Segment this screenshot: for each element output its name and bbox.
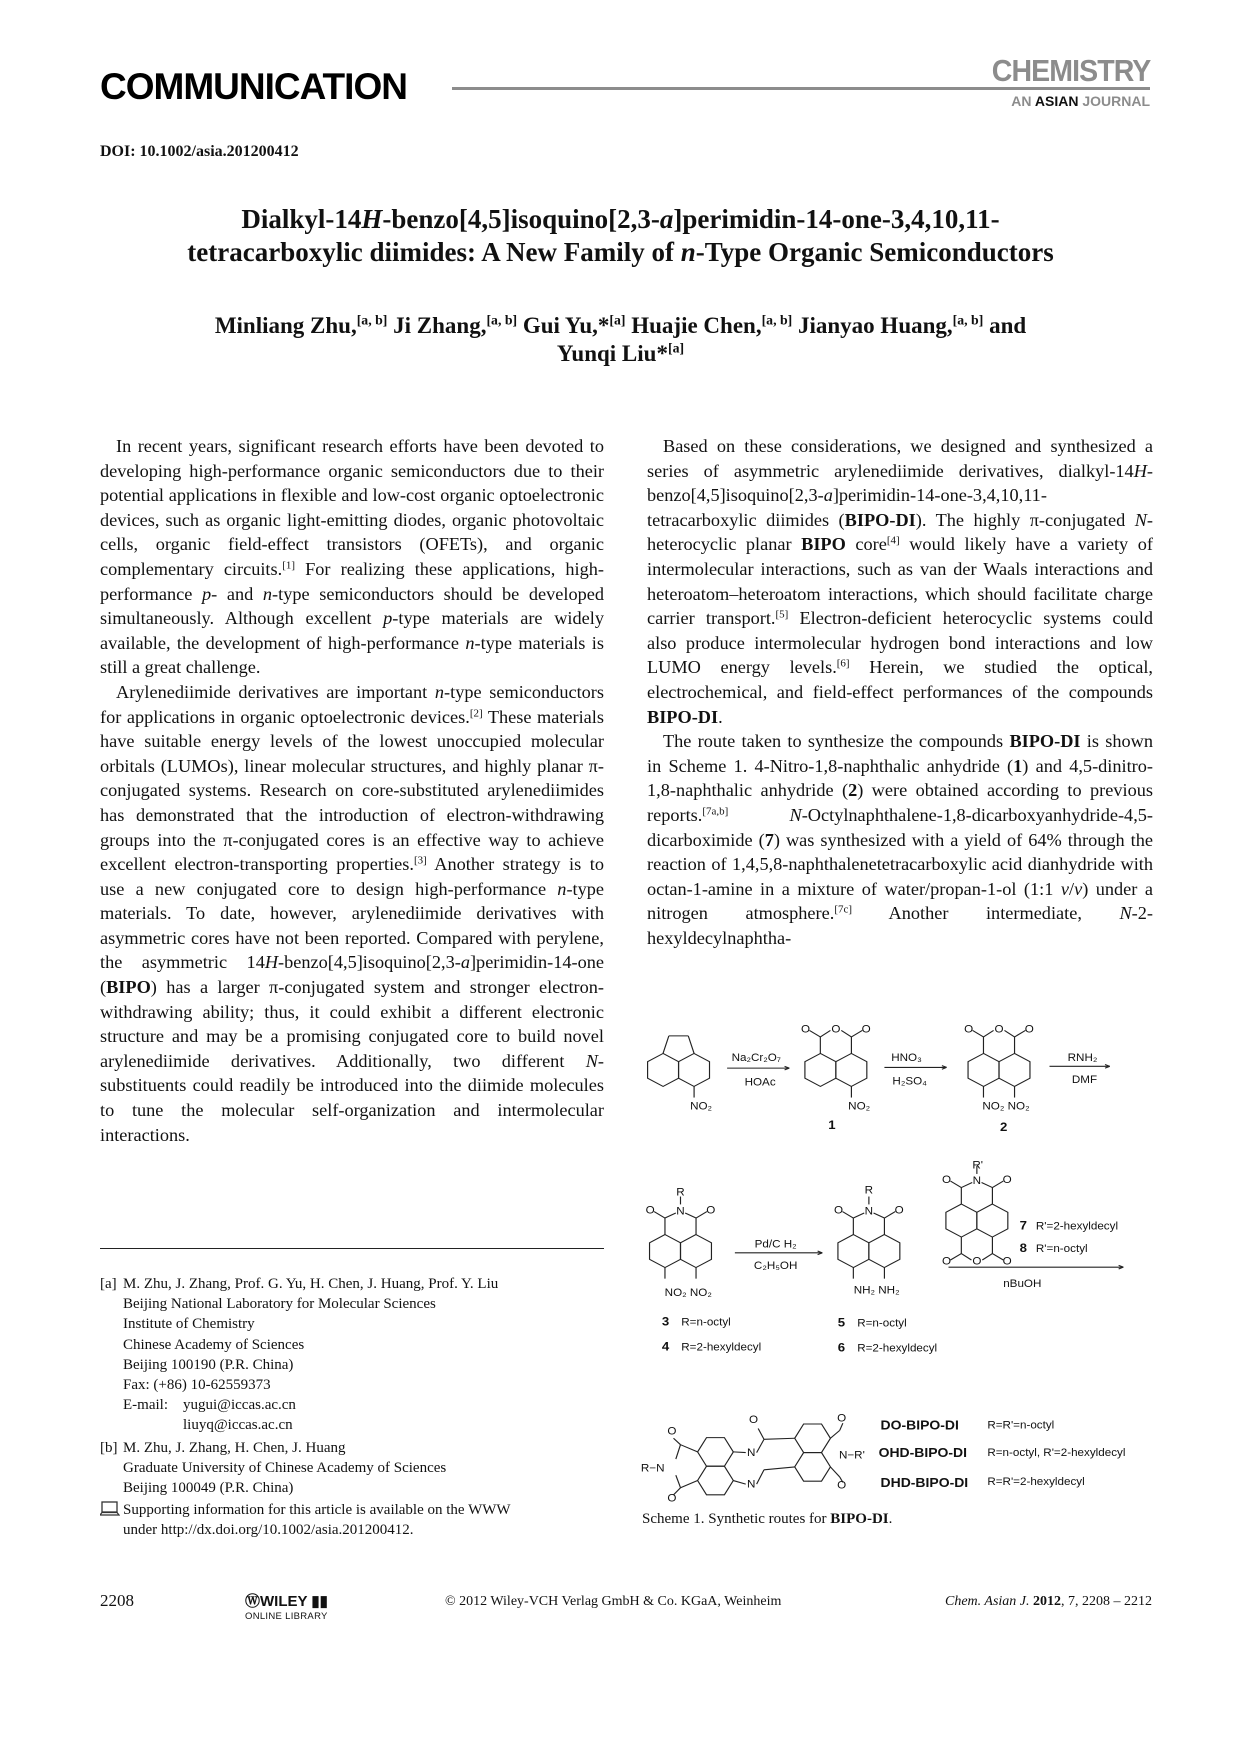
amine-label: NH₂ NH₂ <box>853 1284 900 1297</box>
benzene-ring <box>805 1053 836 1086</box>
supporting-info-note <box>100 1500 620 1540</box>
bond <box>982 1254 992 1260</box>
product-name: DHD-BIPO-DI <box>880 1475 969 1490</box>
journal-logo: CHEMISTRY <box>991 53 1150 88</box>
affiliation-line: Graduate University of Chinese Academy of Sciences <box>123 1459 447 1476</box>
paragraph <box>100 434 604 680</box>
oxygen-atom: O <box>667 1492 677 1505</box>
compound-substituent: R=n-octyl <box>857 1317 907 1330</box>
bond <box>757 1439 764 1452</box>
text-line <box>60 312 1181 340</box>
books-icon: ▮▮ <box>311 1593 328 1610</box>
text-run: would likely have a variety of intermolecular interactions, such as van der Waals interactions and heteroatom–heteroatom interactions, which should facilitate charge carrier transport. <box>647 534 1153 629</box>
text-run: BIPO <box>106 977 151 998</box>
section-label: COMMUNICATION <box>100 66 407 107</box>
body-column-left <box>100 434 604 1147</box>
journal-sub-part: AN <box>1011 93 1035 109</box>
text-run: N <box>1134 509 1147 530</box>
journal-sub-part: JOURNAL <box>1078 93 1150 109</box>
nitro-label: NO₂ NO₂ <box>982 1100 1030 1113</box>
affiliations <box>100 1274 620 1541</box>
benzene-ring <box>795 1424 831 1453</box>
text-run: ) under a nitrogen atmosphere. <box>647 878 1153 924</box>
bond <box>961 1254 971 1260</box>
bond <box>973 1030 984 1036</box>
footnote-divider <box>100 1248 604 1249</box>
compound-number: 3 <box>661 1314 670 1329</box>
bond <box>663 1036 669 1054</box>
benzene-ring <box>968 1053 999 1086</box>
bond <box>1004 1030 1014 1036</box>
bond <box>820 1030 830 1036</box>
product-substituents: R=R'=2-hexyldecyl <box>987 1476 1085 1488</box>
text-run: v <box>1060 878 1069 899</box>
text-run: and <box>983 313 1027 338</box>
text-run: 7 <box>764 829 774 850</box>
text-run: a <box>823 485 833 506</box>
doi: DOI: 10.1002/asia.201200412 <box>100 143 299 160</box>
reference-marker: [1] <box>282 559 295 572</box>
author-list <box>60 312 1181 368</box>
text-run: -benzo[4,5]isoquino[2,3- <box>278 952 461 973</box>
text-run: n <box>262 583 273 604</box>
text-run: core <box>845 534 887 555</box>
benzene-ring <box>869 1235 900 1268</box>
text-run: In recent years, significant research efforts have been devoted to developing high-performance organic semiconductors due to their potential applications in flexible and low-cost organic optoelectronic devices, such as organic light-emitting diodes, organic photovoltaic cells, organic field-effect transistors (OFETs), and organic complementary circuits. <box>100 436 604 579</box>
text-run: -benzo[4,5]isoquino[2,3- <box>647 460 1153 506</box>
text-run: BIPO-DI <box>844 509 916 530</box>
oxygen-atom: O <box>837 1479 847 1492</box>
reference-marker: [a, b] <box>761 312 793 328</box>
compound-substituent: R=2-hexyldecyl <box>681 1342 762 1354</box>
benzene-ring <box>679 1053 710 1086</box>
text-run: N <box>789 804 802 825</box>
affiliation-line: Beijing 100049 (P.R. China) <box>123 1480 294 1497</box>
bond <box>841 1030 851 1036</box>
oxygen-atom: O <box>894 1205 904 1217</box>
affiliation-line: M. Zhu, J. Zhang, H. Chen, J. Huang <box>123 1439 346 1456</box>
oxygen-atom: O <box>748 1414 759 1427</box>
benzene-ring <box>680 1235 711 1268</box>
reference-marker: [a] <box>667 340 685 356</box>
text-run: -benzo[4,5]isoquino[2,3- <box>382 204 660 234</box>
computer-icon <box>100 1500 123 1540</box>
bond <box>676 1475 681 1488</box>
email-link[interactable]: liuyq@iccas.ac.cn <box>183 1417 293 1434</box>
text-run: BIPO-DI <box>1009 731 1081 752</box>
atom-label: N <box>746 1479 756 1491</box>
text-run: Herein, we studied the optical, electrochemical, and field-effect performances of the compounds <box>647 657 1153 702</box>
paragraph <box>647 434 1153 729</box>
affiliation-label: [b] <box>100 1439 118 1456</box>
oxygen-atom: O <box>834 1205 844 1217</box>
reference-marker: [a, b] <box>486 312 518 328</box>
benzene-ring <box>838 1235 869 1268</box>
text-run: N <box>1119 903 1132 924</box>
text-run: Another intermediate, <box>851 903 1120 924</box>
substituent-label: R−N <box>640 1462 665 1475</box>
product-name: DO-BIPO-DI <box>880 1417 959 1433</box>
reference-marker: [6] <box>836 657 850 670</box>
text-run <box>728 805 789 825</box>
affiliation-line: M. Zhu, J. Zhang, Prof. G. Yu, H. Chen, J. Huang, Prof. Y. Liu <box>123 1276 499 1292</box>
text-run: Gui Yu,* <box>517 313 610 338</box>
bond <box>665 1213 676 1218</box>
synthesis-scheme <box>630 1000 1241 1520</box>
oxygen-atom: O <box>972 1255 982 1268</box>
benzene-ring <box>946 1204 977 1237</box>
text-run: ). The highly π-conjugated <box>915 509 1135 530</box>
affiliation-a <box>100 1274 620 1436</box>
text-run: . <box>718 706 723 727</box>
text-run: / <box>1068 878 1075 899</box>
benzene-ring <box>650 1235 681 1268</box>
affiliation-line: Fax: (+86) 10-62559373 <box>123 1377 271 1394</box>
text-run: n <box>465 632 475 653</box>
text-run: a <box>460 952 470 973</box>
bond <box>982 1183 993 1188</box>
text-run: Another strategy is to use a new conjugated core to design high-performance <box>100 854 604 899</box>
email-link[interactable]: yugui@iccas.ac.cn <box>183 1397 296 1414</box>
bond <box>950 1181 961 1187</box>
wiley-logo <box>245 1590 328 1622</box>
substituent-label: N−R' <box>838 1449 865 1462</box>
reference-marker: [4] <box>886 534 900 547</box>
text-run: ]perimidin-14-one-3,4,10,11- <box>673 204 1000 234</box>
text-run: ) and 4,5-dinitro-1,8-naphthalic anhydride ( <box>647 755 1154 801</box>
benzene-ring <box>698 1438 734 1467</box>
citation-volume-pages: , 7, 2208 – 2212 <box>1061 1594 1152 1609</box>
reference-marker: [7c] <box>834 903 852 916</box>
reference-marker: [3] <box>413 854 427 867</box>
bond <box>950 1254 961 1260</box>
paragraph <box>647 729 1153 950</box>
oxygen-atom: O <box>837 1412 847 1425</box>
bond <box>874 1213 885 1218</box>
bond <box>961 1183 972 1188</box>
affiliation-b <box>100 1438 620 1499</box>
bond <box>676 1445 681 1459</box>
journal-sub-part: ASIAN <box>1034 93 1079 109</box>
reference-marker: [7a,b] <box>702 805 729 818</box>
text-run: Dialkyl-14 <box>241 204 362 234</box>
benzene-ring <box>698 1466 734 1495</box>
text-line <box>60 340 1181 368</box>
text-line <box>60 203 1181 236</box>
email-label: E-mail: <box>123 1397 168 1414</box>
bond <box>733 1481 745 1485</box>
text-run: -type semiconductors should be developed simultaneously. Although excellent <box>100 583 604 629</box>
text-run: is shown in Scheme 1. 4-Nitro-1,8-naphthalic anhydride ( <box>647 731 1154 776</box>
text-run: n <box>557 878 567 899</box>
text-run: BIPO <box>801 534 846 555</box>
text-run: H <box>264 952 279 973</box>
atom-label: N <box>746 1447 756 1460</box>
publisher-logo-text <box>245 1590 328 1611</box>
bond <box>764 1467 795 1470</box>
compound-number: 2 <box>1000 1120 1008 1134</box>
text-run: -type semiconductors for applications in organic optoelectronic devices. <box>100 681 604 727</box>
oxygen-atom: O <box>831 1024 841 1036</box>
text-run: Electron-deficient heterocyclic systems could also produce intermolecular hydrogen bond interactions and low LUMO energy levels. <box>647 608 1154 678</box>
nitrogen-atom: N <box>972 1175 982 1187</box>
reagent-label: RNH₂ <box>1067 1052 1098 1064</box>
text-run: ]perimidin-14-one-3,4,10,11-tetracarboxylic diimides ( <box>647 485 1047 530</box>
bond <box>680 1445 697 1452</box>
paragraph <box>100 680 604 1147</box>
text-run: Yunqi Liu* <box>556 341 668 366</box>
article-title <box>60 203 1181 269</box>
copyright: © 2012 Wiley-VCH Verlag GmbH & Co. KGaA, Weinheim <box>445 1594 782 1609</box>
oxygen-atom: O <box>1002 1174 1012 1187</box>
text-run: 2 <box>848 780 858 801</box>
nitro-label: NO₂ <box>690 1100 713 1113</box>
compound-number: 7 <box>1019 1218 1027 1233</box>
caption-compound: BIPO-DI <box>830 1511 889 1527</box>
text-run: p <box>383 608 393 629</box>
bond <box>696 1212 707 1218</box>
reagent-label: H₂SO₄ <box>892 1075 927 1088</box>
bond <box>680 1481 697 1488</box>
reagent-label: Na₂Cr₂O₇ <box>731 1052 781 1064</box>
bond <box>992 1254 1003 1260</box>
text-run: v <box>1074 878 1083 899</box>
text-run: N <box>585 1050 598 1071</box>
text-run: H <box>1133 460 1147 481</box>
bond <box>654 1212 665 1218</box>
supporting-info-text: Supporting information for this article is available on the WWW <box>123 1502 511 1519</box>
benzene-ring <box>836 1053 867 1086</box>
affiliation-line: Beijing 100190 (P.R. China) <box>123 1356 294 1373</box>
compound-substituent: R=n-octyl <box>681 1316 731 1329</box>
benzene-ring <box>977 1204 1008 1237</box>
text-run: -2-hexyldecylnaphtha- <box>647 903 1153 948</box>
text-run: ]perimidin-14-one ( <box>100 952 604 998</box>
product-substituents: R=R'=n-octyl <box>987 1419 1055 1432</box>
text-run: -substituents could readily be introduced into the diimide molecules to tune the molecular self-organization and intermolecular interactions. <box>100 1050 604 1145</box>
bond <box>992 1181 1003 1187</box>
oxygen-atom: O <box>1024 1024 1034 1036</box>
compound-number: 6 <box>837 1340 846 1355</box>
affiliation-line: Chinese Academy of Sciences <box>123 1336 305 1353</box>
nitro-label: NO₂ <box>848 1100 871 1113</box>
bond <box>758 1429 764 1440</box>
bond <box>757 1470 764 1484</box>
compound-substituent: R'=n-octyl <box>1035 1243 1088 1255</box>
product-name: OHD-BIPO-DI <box>878 1445 968 1461</box>
affiliation-line: Beijing National Laboratory for Molecular Sciences <box>123 1296 436 1313</box>
publisher-name: WILEY <box>260 1593 308 1610</box>
oxygen-labels <box>646 1024 1034 1504</box>
bond <box>830 1467 839 1477</box>
reagent-label: HOAc <box>744 1076 776 1089</box>
oxygen-atom: O <box>964 1024 974 1036</box>
scheme-caption <box>642 1511 892 1528</box>
text-run: -type materials. To date, however, arylenediimide derivatives with asymmetric cores have not been reported. Compared with perylene, the asymmetric 14 <box>100 878 604 973</box>
oxygen-atom: O <box>994 1024 1004 1036</box>
text-run: Minliang Zhu, <box>214 313 357 338</box>
reagent-label: C₂H₅OH <box>753 1260 798 1272</box>
compound-substituent: R'=2-hexyldecyl <box>1035 1220 1119 1233</box>
caption-text: . <box>888 1511 893 1527</box>
compound-number: 4 <box>661 1340 670 1354</box>
bond <box>983 1030 993 1036</box>
text-run: ) has a larger π-conjugated system and stronger electron-withdrawing ability; thus, it could exhibit a different electronic structure and may be a promising conjugated core to build novel arylenediimide derivatives. Additionally, two different <box>100 977 604 1071</box>
bond <box>764 1438 795 1439</box>
supporting-info-link[interactable]: under http://dx.doi.org/10.1002/asia.201200412. <box>123 1522 414 1539</box>
text-run: -Octylnaphthalene-1,8-dicarboxyanhydride-4,5-dicarboximide ( <box>647 804 1153 850</box>
substituent-label: R' <box>972 1159 983 1172</box>
page-number: 2208 <box>100 1591 134 1610</box>
reference-marker: [a, b] <box>952 312 984 328</box>
text-run: -Type Organic Semiconductors <box>695 237 1054 267</box>
text-run: ) were obtained according to previous reports. <box>647 780 1153 825</box>
bond <box>842 1212 853 1218</box>
compound-number: 5 <box>837 1315 846 1330</box>
oxygen-atom: O <box>801 1024 811 1036</box>
publisher-sub: ONLINE LIBRARY <box>245 1611 328 1622</box>
bond <box>884 1212 895 1218</box>
body-column-right <box>647 434 1153 950</box>
affiliation-label: [a] <box>100 1276 117 1292</box>
compound-number: 8 <box>1019 1241 1027 1255</box>
reference-marker: [5] <box>775 608 789 621</box>
citation-journal: Chem. Asian J. <box>944 1594 1033 1609</box>
text-run: Huajie Chen, <box>625 313 762 338</box>
reference-marker: [a] <box>609 312 626 328</box>
bond <box>688 1036 694 1054</box>
bond <box>674 1438 681 1444</box>
reagent-label: Pd/C H₂ <box>754 1238 797 1251</box>
reference-marker: [2] <box>469 706 483 719</box>
text-run: p <box>202 583 212 604</box>
bond <box>733 1452 745 1453</box>
nitrogen-atom: N <box>864 1205 874 1218</box>
journal-citation <box>945 1594 1152 1610</box>
text-run: - and <box>211 583 263 604</box>
bond <box>809 1030 820 1036</box>
text-run: -heterocyclic planar <box>647 509 1153 555</box>
text-run: 1 <box>1013 755 1023 776</box>
oxygen-atom: O <box>861 1024 871 1036</box>
substituent-label: R <box>864 1185 874 1197</box>
bond <box>853 1213 864 1218</box>
bond <box>851 1030 862 1036</box>
text-run: The route taken to synthesize the compounds <box>663 731 1010 752</box>
text-run: BIPO-DI <box>647 706 719 727</box>
text-run: -type materials is still a great challenge. <box>100 632 604 678</box>
text-run: Arylenediimide derivatives are important <box>116 681 435 702</box>
text-run: a <box>659 204 674 234</box>
oxygen-atom: O <box>706 1205 716 1217</box>
substituent-label: R <box>676 1186 685 1199</box>
text-run: ) was synthesized with a yield of 64% through the reaction of 1,4,5,8-naphthalenetetracarboxylic acid dianhydride with octan-1-amine in a mixture of water/propan-1-ol (1:1 <box>647 829 1153 899</box>
oxygen-atom: O <box>667 1426 677 1438</box>
caption-text: Scheme 1. Synthetic routes for <box>642 1511 831 1527</box>
benzene-ring <box>795 1453 831 1482</box>
text-run: -type materials are widely available, the development of high-performance <box>100 608 604 653</box>
oxygen-atom: O <box>1002 1255 1012 1268</box>
nitrogen-atom: N <box>676 1205 685 1218</box>
text-run: Ji Zhang, <box>387 313 487 338</box>
affiliation-line: Institute of Chemistry <box>123 1316 255 1333</box>
text-run: n <box>434 681 445 702</box>
compound-number: 1 <box>828 1118 836 1132</box>
reagent-label: nBuOH <box>1003 1278 1042 1290</box>
text-run: For realizing these applications, high-performance <box>100 558 604 604</box>
text-run: tetracarboxylic diimides: A New Family of <box>187 237 681 267</box>
benzene-ring <box>648 1053 679 1086</box>
benzene-ring <box>999 1053 1030 1086</box>
journal-subtitle <box>1011 93 1150 109</box>
bond <box>830 1430 839 1438</box>
text-run: These materials have suitable energy levels of the lowest unoccupied molecular orbitals (LUMOs), linear molecular structures, and highly planar π-conjugated systems. Research on core-substituted arylenediimides has demonstrated that the introduction of electron-withdrawing groups into the π-conjugated cores is an effective way to achieve excellent electron-transporting properties. <box>100 706 604 875</box>
text-run: Jianyao Huang, <box>792 313 953 338</box>
bond <box>685 1213 696 1218</box>
text-run: n <box>680 237 696 267</box>
wiley-icon: Ⓦ <box>245 1593 261 1610</box>
text-run: H <box>361 204 383 234</box>
text-line <box>60 236 1181 269</box>
oxygen-atom: O <box>942 1174 952 1187</box>
oxygen-atom: O <box>645 1205 655 1217</box>
reagent-label: DMF <box>1071 1074 1098 1087</box>
reagent-label: HNO₃ <box>891 1052 922 1064</box>
bond <box>1015 1030 1026 1036</box>
compound-substituent: R=2-hexyldecyl <box>857 1342 938 1355</box>
nitro-label: NO₂ NO₂ <box>664 1287 712 1299</box>
citation-year: 2012 <box>1033 1594 1061 1609</box>
text-run: Based on these considerations, we designed and synthesized a series of asymmetric arylenediimide derivatives, dialkyl-14 <box>647 436 1153 481</box>
product-substituents: R=n-octyl, R'=2-hexyldecyl <box>987 1447 1126 1460</box>
oxygen-atom: O <box>942 1255 952 1268</box>
reference-marker: [a, b] <box>356 312 388 328</box>
